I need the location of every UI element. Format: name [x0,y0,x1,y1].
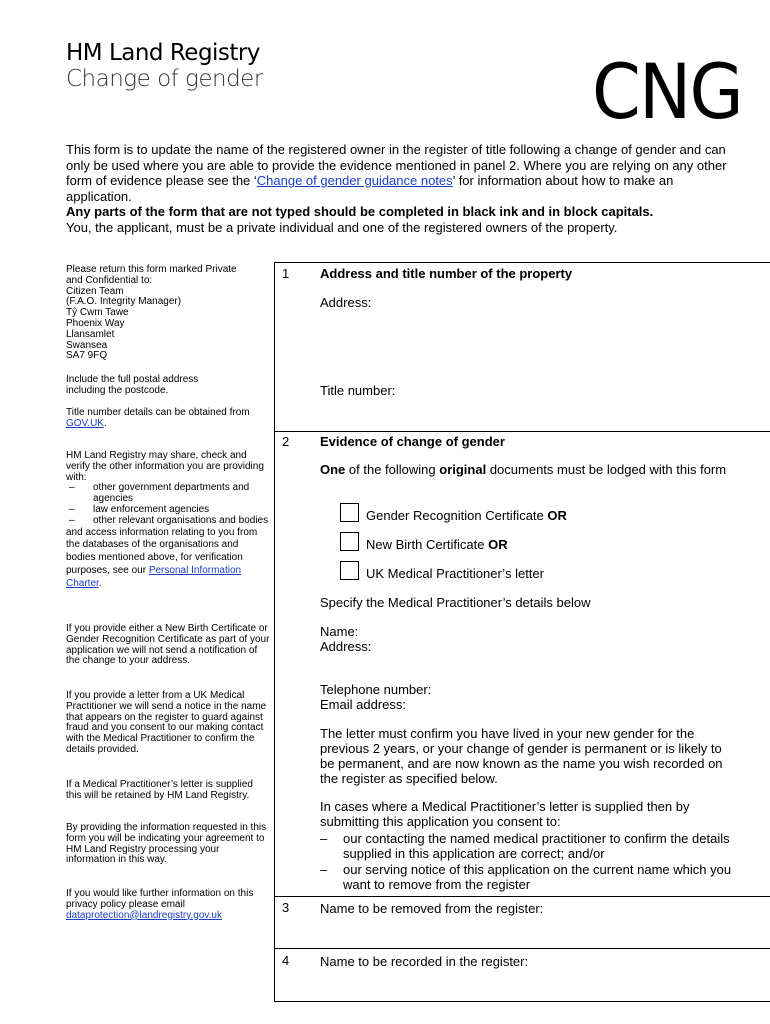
panel-4-number: 4 [282,953,290,968]
return-address-line: Swansea [66,339,108,351]
return-address-line: Tŷ Cwm Tawe [66,307,129,319]
consent-item: – our serving notice of this application on the current name which you want to remove from the register [320,862,732,892]
return-address-line: (F.A.O. Integrity Manager) [66,296,182,308]
share-item: – other government departments and agencies [66,483,270,505]
gender-recognition-certificate-label: Gender Recognition Certificate OR [366,508,567,523]
consent-item: – our contacting the named medical practitioner to confirm the details supplied in this application are correct; and/or [320,831,730,861]
letter-retained-note: If a Medical Practitioner’s letter is supplied this will be retained by HM Land Registry. [66,779,253,801]
postal-note-line: Include the full postal address [66,374,199,385]
name-to-remove-field[interactable]: Name to be removed from the register: [320,901,544,916]
new-birth-certificate-checkbox[interactable] [340,532,359,551]
return-address-line: and Confidential to: [66,274,153,286]
return-address-line: Llansamlet [66,328,115,340]
return-address [66,265,270,362]
return-address-line: SA7 9FQ [66,350,108,362]
property-address-field[interactable]: Address: [320,295,372,310]
intro-applicant-note: You, the applicant, must be a private individual and one of the registered owners of the property. [66,219,618,235]
form-code: CNG [592,47,742,136]
information-sharing-note: HM Land Registry may share, check and verify the other information you are providing with: – other government departments and agencies – law enforcement agencies – other relevant organisations and bodies and access information relating to you from the databases of the organisations and bodies mentioned above, for verification purposes, see our Personal Information Charter. [66,451,270,591]
practitioner-phone-field[interactable]: Telephone number: [320,682,432,697]
panel-2-title: Evidence of change of gender [320,434,505,449]
panel-2-number: 2 [282,434,290,449]
practitioner-address-field[interactable]: Address: [320,639,372,654]
practitioner-email-field[interactable]: Email address: [320,697,406,712]
medical-practitioner-letter-label: UK Medical Practitioner’s letter [366,566,544,581]
return-address-line: Please return this form marked Private [66,264,237,275]
guidance-notes-link[interactable]: Change of gender guidance notes [256,173,453,188]
panel-1-title: Address and title number of the property [320,266,573,281]
medical-practitioner-letter-checkbox[interactable] [340,561,359,580]
form-title: Change of gender [66,66,263,92]
share-item: – law enforcement agencies [66,505,270,516]
name-to-record-field[interactable]: Name to be recorded in the register: [320,954,529,969]
gov-uk-link[interactable]: GOV.UK [66,417,104,429]
personal-information-charter-link[interactable]: Personal Information Charter [66,564,242,589]
intro-text [66,142,742,235]
panel-1-number: 1 [282,266,290,281]
new-birth-certificate-label: New Birth Certificate OR [366,537,508,552]
birth-certificate-note: If you provide either a New Birth Certificate or Gender Recognition Certificate as part of your application we will not send a notification of the change to your address. [66,623,270,667]
consent-lead-text: In cases where a Medical Practitioner’s letter is supplied then by submitting this application you consent to: [320,799,690,829]
intro-block-capitals-note: Any parts of the form that are not typed should be completed in black ink and in block capitals. [66,204,654,219]
org-logo-name: HM Land Registry [66,40,261,66]
gender-recognition-certificate-checkbox[interactable] [340,503,359,522]
practitioner-name-field[interactable]: Name: [320,624,359,639]
postal-note-line: including the postcode. [66,384,169,396]
share-item: – other relevant organisations and bodies [66,516,270,527]
privacy-note: If you would like further information on this privacy policy please email dataprotection@landregistry.gov.uk [66,888,254,921]
postal-address-note [66,375,270,397]
medical-letter-note: If you provide a letter from a UK Medical Practitioner we will send a notice in the name that appears on the register to guard against fraud and you consent to our making contact with the Medical Practitioner to confirm the details provided. [66,690,267,755]
panel-1-box [274,262,770,432]
specify-practitioner-text: Specify the Medical Practitioner’s details below [320,595,591,610]
evidence-lead-text: One of the following original documents must be lodged with this form [320,462,727,477]
title-number-note: Title number details can be obtained from GOV.UK. [66,407,250,429]
panel-3-number: 3 [282,900,290,915]
return-address-line: Phoenix Way [66,317,125,329]
intro-paragraph-1: This form is to update the name of the registered owner in the register of title following a change of gender and can only be used where you are able to provide the evidence mentioned in panel 2. Where you are relying on any other form of evidence please see the ‘Change of gender guidance notes’ for information about how to make an application. [66,142,727,204]
return-address-line: Citizen Team [66,285,124,297]
privacy-email-link[interactable]: dataprotection@landregistry.gov.uk [66,909,222,921]
consent-note: By providing the information requested in this form you will be indicating your agreement to HM Land Registry processing your information in this way. [66,822,267,866]
letter-confirmation-text: The letter must confirm you have lived in your new gender for the previous 2 years, or your change of gender is permanent or is likely to be permanent, and are now known as the name you wish recorded on the register as specified below. [320,726,723,786]
title-number-field[interactable]: Title number: [320,383,396,398]
